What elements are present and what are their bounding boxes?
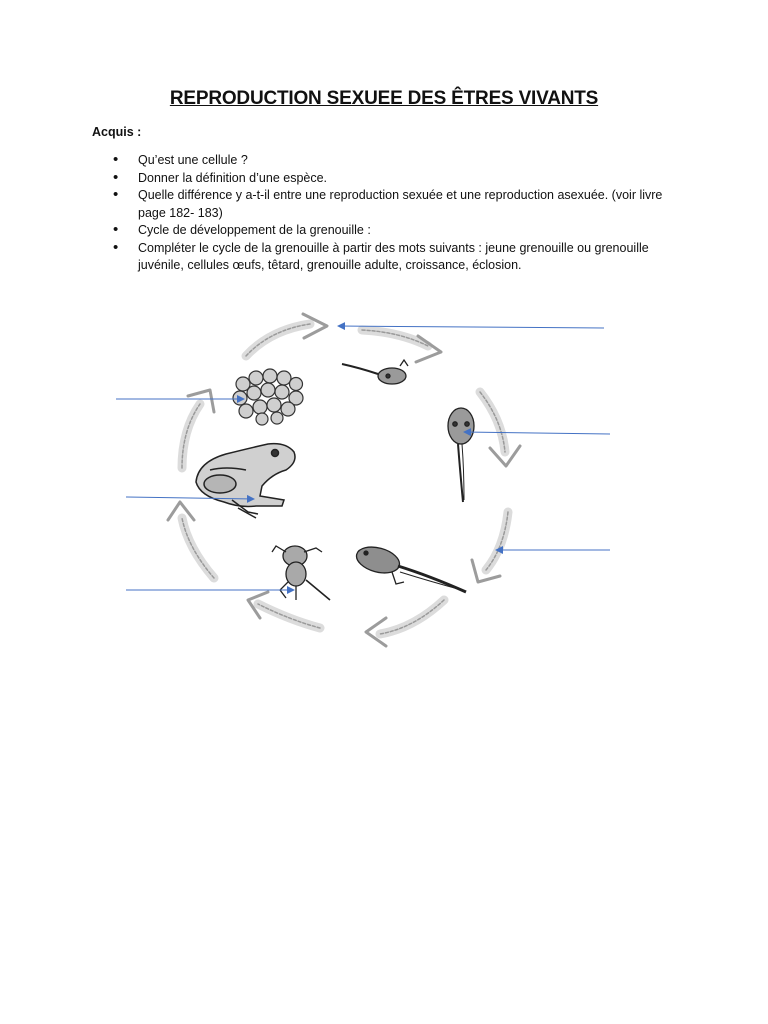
bullet-list	[92, 152, 692, 275]
frog-life-cycle-diagram	[100, 300, 630, 670]
list-item: • Qu’est une cellule ?	[92, 152, 692, 170]
list-item: • Donner la définition d’une espèce.	[92, 170, 692, 188]
cycle-arrow	[480, 392, 520, 466]
hatchling-illustration	[342, 360, 408, 384]
page-title: REPRODUCTION SEXUEE DES ÊTRES VIVANTS	[169, 88, 599, 109]
tadpole-illustration	[448, 408, 474, 502]
list-item: • Compléter le cycle de la grenouille à partir des mots suivants : jeune grenouille ou grenouille juvénile, cellules œufs, têtard, grenouille adulte, croissance, éclosion.	[92, 240, 692, 275]
section-label-acquis: Acquis :	[92, 125, 142, 139]
young-frog-illustration	[272, 546, 330, 600]
adult-frog-illustration	[196, 444, 295, 518]
cycle-arrow	[362, 330, 441, 362]
cycle-arrow	[366, 600, 444, 646]
eggs-illustration	[233, 369, 303, 425]
cycle-arrow	[182, 390, 214, 468]
cycle-arrow	[168, 502, 214, 578]
pointer-line	[464, 432, 610, 434]
cycle-arrow	[472, 512, 508, 582]
tadpole-with-legs-illustration	[354, 543, 466, 592]
cycle-arrow	[248, 592, 320, 628]
cycle-arrow	[246, 314, 327, 356]
list-item: • Cycle de développement de la grenouille :	[92, 222, 692, 240]
list-item: • Quelle différence y a-t-il entre une reproduction sexuée et une reproduction asexuée. (voir livre page 182- 183)	[92, 187, 692, 222]
